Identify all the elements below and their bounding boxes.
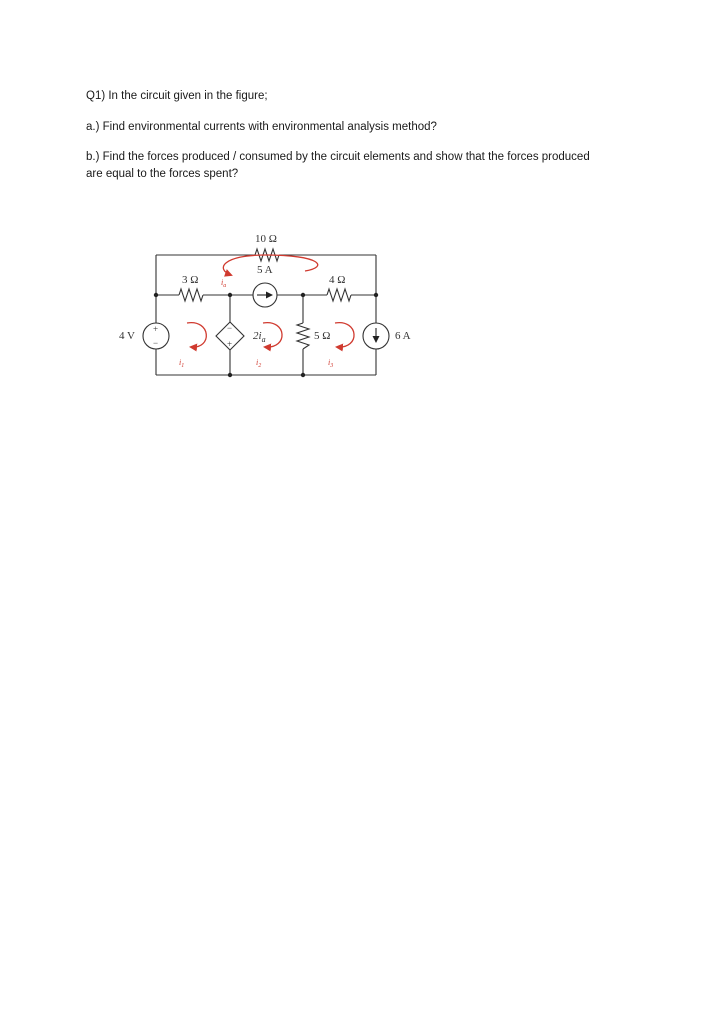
circuit-diagram (115, 225, 435, 385)
resistor-5ohm (297, 323, 309, 349)
label-ia: $i_a$ (221, 278, 227, 289)
label-3ohm: 3 Ω (182, 274, 199, 286)
loop-arrow-i2 (263, 323, 282, 347)
label-4ohm: 4 Ω (329, 274, 346, 286)
label-i2: $i_2$ (256, 358, 262, 369)
question-part-b-line2: are equal to the forces spent? (86, 168, 239, 180)
label-5a: 5 A (257, 264, 273, 276)
question-title: Q1) In the circuit given in the figure; (86, 90, 268, 102)
nodes (154, 293, 378, 377)
label-10ohm: 10 Ω (255, 233, 277, 245)
label-dependent-source: $2i_a$ (253, 330, 266, 344)
plus-dependent: + (227, 339, 233, 349)
resistor-3ohm (179, 289, 203, 301)
minus-dependent: − (227, 323, 233, 333)
label-6a: 6 A (395, 330, 411, 342)
node (301, 293, 305, 297)
resistor-4ohm (327, 289, 351, 301)
label-i1: $i_1$ (179, 358, 185, 369)
label-i3: $i_3$ (328, 358, 334, 369)
loop-arrow-i3 (335, 323, 354, 347)
label-4v: 4 V (119, 330, 135, 342)
loop-arrow-i1 (187, 323, 206, 347)
node (301, 373, 305, 377)
node (228, 373, 232, 377)
minus-4v: − (153, 338, 159, 348)
question-part-b-line1: b.) Find the forces produced / consumed by the circuit elements and show that the forces produced (86, 151, 590, 163)
node (154, 293, 158, 297)
node (228, 293, 232, 297)
node (374, 293, 378, 297)
question-part-a: a.) Find environmental currents with environmental analysis method? (86, 121, 437, 133)
label-5ohm: 5 Ω (314, 330, 331, 342)
plus-4v: + (153, 324, 159, 334)
